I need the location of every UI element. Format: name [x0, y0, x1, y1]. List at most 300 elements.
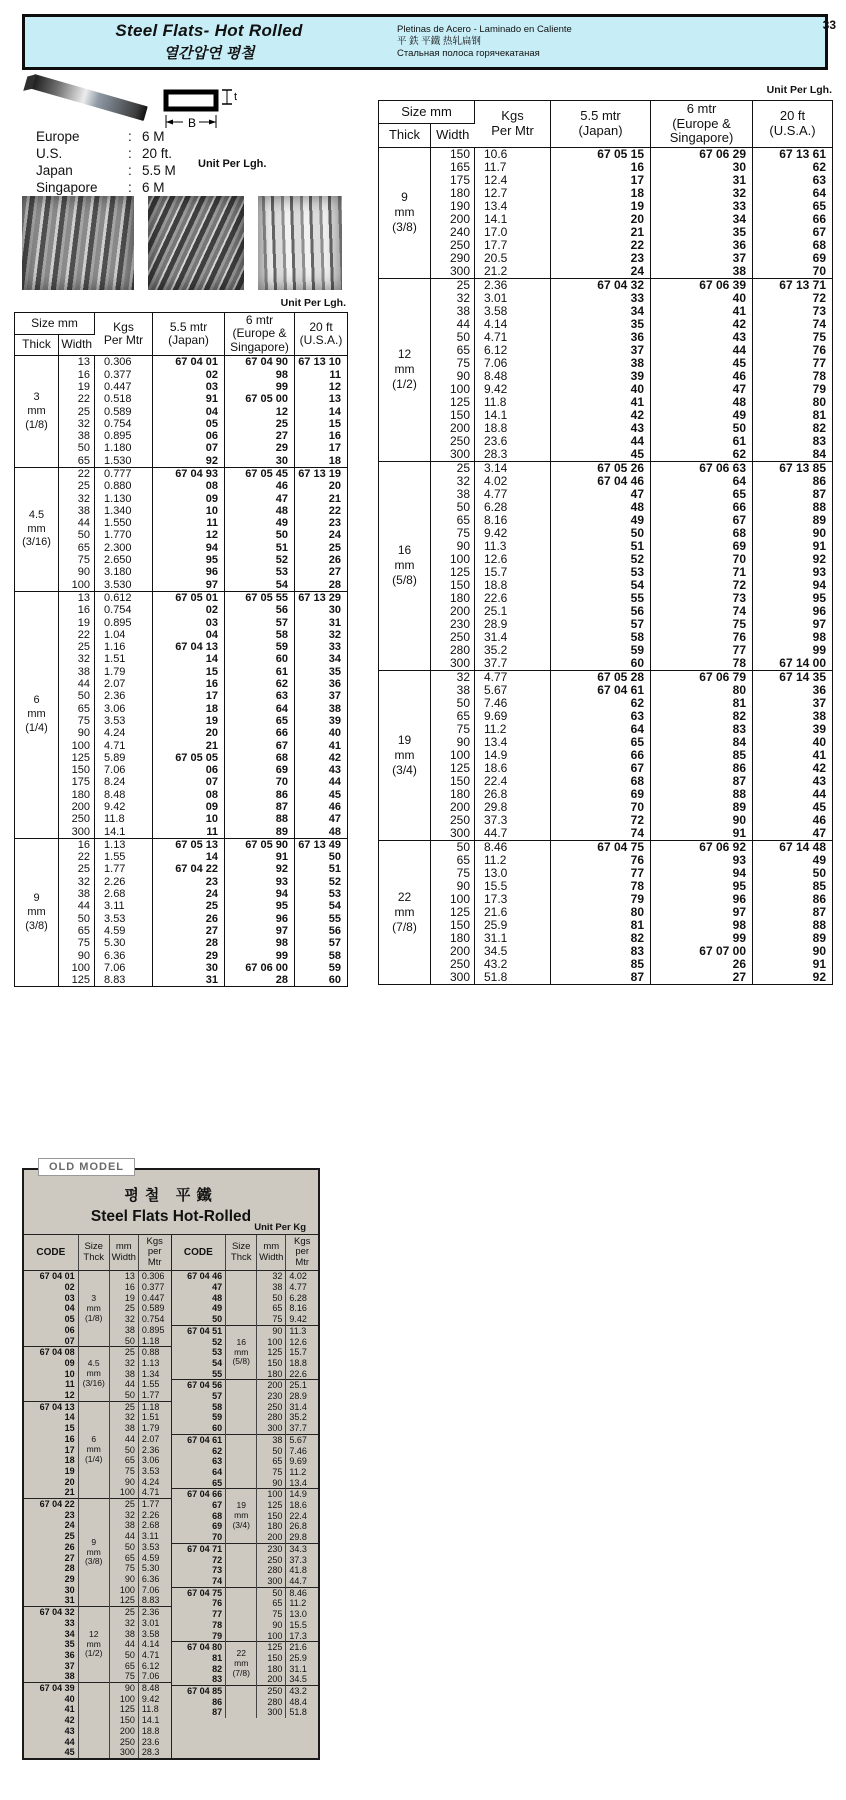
code-55mtr-cell: 25: [153, 900, 225, 912]
size-row: [15, 950, 348, 962]
width-cell: 300: [431, 827, 475, 841]
size-row: [379, 396, 833, 409]
old-code-cell: 67 04 61: [172, 1434, 226, 1445]
code-20ft-cell: 40: [812, 735, 826, 749]
width-cell: 65: [431, 344, 475, 357]
code-55mtr-cell: 67 05 05: [153, 752, 225, 764]
kgs-cell: 2.07: [95, 678, 153, 690]
code-6mtr-cell: 26: [651, 958, 753, 971]
old-code-cell: 52: [172, 1337, 226, 1348]
old-width-cell: 90: [257, 1620, 286, 1631]
code-6mtr-cell: 67 05 90: [225, 838, 295, 851]
old-kgs-cell: 37.7: [289, 1423, 307, 1434]
width-cell: 50: [431, 697, 475, 710]
width-cell: 90: [59, 566, 95, 578]
size-row: [15, 442, 348, 454]
code-6mtr-cell: 60: [225, 653, 295, 665]
kgs-cell: 18.8: [475, 422, 551, 435]
code-55mtr-cell: 19: [153, 715, 225, 727]
old-width-cell: 65: [257, 1303, 286, 1314]
code-6mtr-cell: 46: [651, 370, 753, 383]
width-cell: 65: [431, 710, 475, 723]
old-code-cell: 12: [24, 1390, 78, 1401]
old-kgs-cell: 35.2: [289, 1412, 307, 1423]
size-row: [379, 147, 833, 161]
old-kgs-cell: 18.6: [289, 1500, 307, 1511]
spec-table-right: [378, 100, 833, 985]
kgs-cell: 25.1: [475, 605, 551, 618]
code-20ft-cell: 37: [328, 690, 342, 703]
width-cell: 180: [431, 187, 475, 200]
old-width-cell: 180: [257, 1521, 286, 1532]
width-cell: 150: [431, 775, 475, 788]
size-row: [379, 605, 833, 618]
width-cell: 50: [431, 840, 475, 854]
code-6mtr-cell: 50: [225, 529, 295, 541]
code-20ft-cell: 67 13 61: [753, 147, 833, 161]
old-code-cell: 38: [24, 1671, 78, 1682]
size-row: [379, 200, 833, 213]
thickness-label: 9 mm (3/8): [379, 147, 431, 278]
code-6mtr-cell: 80: [651, 684, 753, 697]
old-code-cell: 67 04 46: [172, 1271, 226, 1282]
code-55mtr-cell: 72: [551, 814, 651, 827]
code-55mtr-cell: 66: [551, 749, 651, 762]
code-55mtr-cell: 18: [551, 187, 651, 200]
old-width-cell: 200: [257, 1380, 286, 1391]
old-width-cell: 25: [109, 1607, 138, 1618]
code-55mtr-cell: 67 04 61: [551, 684, 651, 697]
old-code-row: [172, 1325, 319, 1336]
region-label: Japan: [36, 163, 73, 178]
old-kgs-cell: 25.9: [289, 1652, 307, 1663]
code-6mtr-cell: 70: [225, 776, 295, 788]
code-55mtr-cell: 14: [153, 653, 225, 665]
old-width-cell: 38: [109, 1325, 138, 1336]
old-kgs-cell: 0.754: [141, 1314, 165, 1325]
code-20ft-cell: 88: [812, 918, 826, 932]
code-55mtr-cell: 35: [551, 318, 651, 331]
code-55mtr-cell: 95: [153, 554, 225, 566]
code-55mtr-cell: 09: [153, 493, 225, 505]
width-cell: 22: [59, 393, 95, 405]
old-code-row: [172, 1686, 319, 1697]
code-55mtr-cell: 06: [153, 764, 225, 776]
size-row: [379, 383, 833, 396]
code-55mtr-cell: 54: [551, 579, 651, 592]
code-6mtr-cell: 46: [225, 480, 295, 492]
thickness-label: 16 mm (5/8): [379, 461, 431, 670]
old-code-cell: 14: [24, 1412, 78, 1423]
code-55mtr-cell: 57: [551, 618, 651, 631]
old-width-cell: 100: [109, 1585, 138, 1596]
kgs-cell: 0.377: [95, 369, 153, 381]
code-55mtr-cell: 62: [551, 697, 651, 710]
kgs-cell: 6.36: [95, 950, 153, 962]
size-row: [379, 422, 833, 435]
code-20ft-cell: 73: [812, 304, 826, 318]
kgs-cell: 3.180: [95, 566, 153, 578]
code-55mtr-cell: 48: [551, 501, 651, 514]
size-row: [15, 727, 348, 739]
width-cell: 75: [431, 867, 475, 880]
old-width-cell: 75: [257, 1609, 286, 1620]
size-row: [379, 631, 833, 644]
size-row: [15, 579, 348, 592]
old-width-cell: 300: [257, 1423, 286, 1434]
code-6mtr-cell: 67: [225, 740, 295, 752]
width-cell: 32: [431, 670, 475, 684]
size-row: [15, 393, 348, 405]
code-6mtr-cell: 76: [651, 631, 753, 644]
width-cell: 75: [431, 723, 475, 736]
code-6mtr-cell: 83: [651, 723, 753, 736]
old-width-cell: 230: [257, 1391, 286, 1402]
code-55mtr-cell: 07: [153, 442, 225, 454]
kgs-cell: 4.77: [475, 488, 551, 501]
old-width-cell: 90: [109, 1683, 138, 1694]
old-code-row: [24, 1683, 171, 1694]
kgs-cell: 31.4: [475, 631, 551, 644]
length-value: 6 M: [142, 180, 165, 195]
kgs-cell: 25.9: [475, 919, 551, 932]
kgs-cell: 8.16: [475, 514, 551, 527]
old-kgs-cell: 0.88: [138, 1347, 170, 1358]
size-row: [379, 566, 833, 579]
code-55mtr-cell: 18: [153, 703, 225, 715]
old-kgs-cell: 0.447: [141, 1292, 165, 1303]
code-20ft-cell: 40: [328, 727, 342, 740]
code-55mtr-cell: 11: [153, 517, 225, 529]
old-code-cell: 17: [24, 1445, 78, 1456]
width-cell: 125: [431, 566, 475, 579]
usa-header: 20 ft (U.S.A.): [295, 313, 348, 356]
size-row: [379, 801, 833, 814]
width-cell: 44: [59, 678, 95, 690]
old-code-cell: 36: [24, 1650, 78, 1661]
size-row: [379, 854, 833, 867]
old-code-cell: 72: [172, 1555, 226, 1566]
length-value: 6 M: [142, 129, 165, 144]
size-row: [15, 801, 348, 813]
kgs-cell: 14.1: [95, 826, 153, 839]
code-20ft-cell: 76: [812, 343, 826, 357]
code-55mtr-cell: 97: [153, 579, 225, 592]
kgs-cell: 0.589: [95, 406, 153, 418]
old-code-cell: 26: [24, 1542, 78, 1553]
old-code-cell: 67 04 22: [24, 1499, 78, 1510]
code-20ft-cell: 90: [812, 526, 826, 540]
old-code-cell: 67 04 39: [24, 1683, 78, 1694]
old-code-cell: 78: [172, 1620, 226, 1631]
size-row: [15, 740, 348, 752]
width-cell: 150: [431, 579, 475, 592]
kgs-cell: 3.06: [95, 703, 153, 715]
code-55mtr-cell: 20: [551, 213, 651, 226]
thickness-label: 12 mm (1/2): [379, 278, 431, 461]
kgs-cell: 9.42: [475, 527, 551, 540]
old-width-cell: 150: [257, 1653, 286, 1664]
code-6mtr-cell: 43: [651, 331, 753, 344]
old-width-cell: 90: [257, 1325, 286, 1336]
size-row: [15, 813, 348, 825]
old-code-cell: 60: [172, 1423, 226, 1434]
old-model-badge: OLD MODEL: [38, 1158, 135, 1176]
code-55mtr-cell: 26: [153, 913, 225, 925]
old-thickness-label: [226, 1587, 257, 1642]
code-6mtr-cell: 87: [651, 775, 753, 788]
code-6mtr-cell: 94: [225, 888, 295, 900]
old-code-cell: 31: [24, 1595, 78, 1606]
colon: :: [128, 163, 132, 178]
code-20ft-cell: 56: [328, 924, 342, 937]
unit-per-length-note: Unit Per Lgh.: [198, 158, 267, 170]
kgs-cell: 1.51: [95, 653, 153, 665]
code-55mtr-cell: 49: [551, 514, 651, 527]
width-cell: 50: [59, 529, 95, 541]
code-20ft-cell: 34: [328, 653, 342, 666]
old-code-row: [24, 1271, 171, 1282]
kgs-cell: 15.7: [475, 566, 551, 579]
kgs-cell: 1.130: [95, 493, 153, 505]
thickness-label: 9 mm (3/8): [15, 838, 59, 987]
width-cell: 32: [59, 876, 95, 888]
code-6mtr-cell: 61: [651, 435, 753, 448]
width-cell: 90: [431, 736, 475, 749]
width-cell: 32: [59, 418, 95, 430]
old-code-cell: 35: [24, 1639, 78, 1650]
old-kgs-cell: 15.7: [289, 1347, 307, 1358]
code-55mtr-cell: 47: [551, 488, 651, 501]
old-kgs-cell: 31.1: [289, 1663, 307, 1674]
kgs-cell: 5.89: [95, 752, 153, 764]
usa-header: 20 ft (U.S.A.): [753, 101, 833, 148]
code-55mtr-cell: 67 05 26: [551, 461, 651, 475]
code-6mtr-cell: 86: [225, 789, 295, 801]
old-code-cell: 77: [172, 1609, 226, 1620]
code-6mtr-cell: 62: [651, 448, 753, 462]
code-55mtr-cell: 17: [551, 174, 651, 187]
width-cell: 300: [431, 971, 475, 985]
old-width-cell: 250: [109, 1737, 138, 1748]
code-55mtr-cell: 04: [153, 406, 225, 418]
kgs-cell: 0.306: [95, 356, 153, 369]
old-model-section: [22, 1161, 320, 1760]
kgs-cell: 4.77: [475, 670, 551, 684]
code-6mtr-cell: 67 05 55: [225, 591, 295, 604]
old-width-cell: 230: [257, 1543, 286, 1554]
code-header: CODE: [24, 1235, 78, 1271]
width-cell: 90: [431, 880, 475, 893]
old-kgs-cell: 2.07: [141, 1433, 160, 1444]
code-6mtr-cell: 93: [651, 854, 753, 867]
code-20ft-cell: 22: [328, 504, 342, 517]
code-6mtr-cell: 67 06 39: [651, 278, 753, 292]
kgs-cell: 0.895: [95, 430, 153, 442]
kgs-cell: 0.895: [95, 617, 153, 629]
code-55mtr-cell: 02: [153, 369, 225, 381]
size-row: [379, 945, 833, 958]
kgs-cell: 3.530: [95, 579, 153, 592]
width-cell: 90: [431, 370, 475, 383]
code-20ft-cell: 67 13 10: [295, 356, 348, 369]
old-code-cell: 02: [24, 1282, 78, 1293]
width-cell: 32: [59, 493, 95, 505]
width-cell: 38: [431, 488, 475, 501]
code-55mtr-cell: 82: [551, 932, 651, 945]
old-kgs-cell: 43.2: [286, 1686, 318, 1697]
code-6mtr-cell: 45: [651, 357, 753, 370]
old-code-cell: 09: [24, 1358, 78, 1369]
old-code-cell: 67 04 56: [172, 1380, 226, 1391]
old-model-table-left: [24, 1235, 171, 1758]
size-row: [379, 370, 833, 383]
code-20ft-cell: 75: [812, 330, 826, 344]
code-55mtr-cell: 07: [153, 776, 225, 788]
code-55mtr-cell: 68: [551, 775, 651, 788]
kgs-cell: 1.13: [95, 838, 153, 851]
old-code-cell: 04: [24, 1303, 78, 1314]
size-row: [379, 684, 833, 697]
code-6mtr-cell: 37: [651, 252, 753, 265]
old-thickness-label: [226, 1543, 257, 1587]
code-6mtr-cell: 61: [225, 666, 295, 678]
code-20ft-cell: 87: [812, 487, 826, 501]
size-row: [379, 292, 833, 305]
size-row: [15, 678, 348, 690]
code-20ft-cell: 67 14 35: [753, 670, 833, 684]
code-6mtr-cell: 82: [651, 710, 753, 723]
kgs-per-mtr-header: Kgs per Mtr: [286, 1235, 318, 1271]
code-20ft-cell: 84: [812, 447, 826, 461]
code-20ft-cell: 93: [812, 565, 826, 579]
size-row: [15, 529, 348, 541]
code-55mtr-cell: 67 04 32: [551, 278, 651, 292]
old-code-cell: 15: [24, 1423, 78, 1434]
code-6mtr-cell: 99: [225, 950, 295, 962]
code-20ft-cell: 60: [328, 974, 342, 987]
region-label: Singapore: [36, 180, 98, 195]
code-20ft-cell: 98: [812, 630, 826, 644]
old-kgs-cell: 26.8: [289, 1521, 307, 1532]
kgs-cell: 0.777: [95, 467, 153, 480]
code-55mtr-cell: 21: [551, 226, 651, 239]
width-cell: 250: [59, 813, 95, 825]
old-width-cell: 65: [257, 1456, 286, 1467]
japan-header: 5.5 mtr (Japan): [153, 313, 225, 356]
kgs-cell: 2.36: [95, 690, 153, 702]
width-cell: 75: [59, 937, 95, 949]
old-kgs-cell: 3.58: [141, 1628, 160, 1639]
kgs-cell: 11.2: [475, 854, 551, 867]
code-20ft-cell: 43: [812, 774, 826, 788]
code-6mtr-cell: 74: [651, 605, 753, 618]
size-row: [379, 174, 833, 187]
old-kgs-cell: 8.83: [141, 1595, 160, 1606]
width-cell: 100: [431, 383, 475, 396]
size-row: [379, 461, 833, 475]
old-kgs-cell: 3.01: [141, 1617, 160, 1628]
code-20ft-cell: 95: [812, 591, 826, 605]
size-row: [379, 788, 833, 801]
code-20ft-cell: 96: [812, 604, 826, 618]
code-20ft-cell: 62: [812, 160, 826, 174]
old-code-cell: 05: [24, 1314, 78, 1325]
old-kgs-cell: 34.3: [286, 1543, 318, 1554]
old-code-cell: 25: [24, 1531, 78, 1542]
code-6mtr-cell: 95: [651, 880, 753, 893]
old-code-cell: 67 04 32: [24, 1607, 78, 1618]
code-6mtr-cell: 75: [651, 618, 753, 631]
size-row: [379, 448, 833, 462]
old-width-cell: 65: [257, 1598, 286, 1609]
size-row: [15, 629, 348, 641]
code-20ft-cell: 63: [812, 173, 826, 187]
code-6mtr-cell: 68: [651, 527, 753, 540]
code-6mtr-cell: 48: [225, 505, 295, 517]
width-cell: 65: [59, 703, 95, 715]
old-width-cell: 44: [109, 1639, 138, 1650]
old-code-cell: 67 04 01: [24, 1271, 78, 1282]
code-20ft-cell: 87: [812, 905, 826, 919]
old-code-cell: 67 04 13: [24, 1401, 78, 1412]
code-55mtr-cell: 38: [551, 357, 651, 370]
size-row: [15, 851, 348, 863]
code-55mtr-cell: 41: [551, 396, 651, 409]
code-20ft-cell: 68: [812, 238, 826, 252]
code-55mtr-cell: 36: [551, 331, 651, 344]
code-6mtr-cell: 51: [225, 542, 295, 554]
kgs-per-mtr-header: Kgs per Mtr: [138, 1235, 170, 1271]
width-cell: 19: [59, 381, 95, 393]
code-20ft-cell: 41: [812, 748, 826, 762]
kgs-cell: 0.612: [95, 591, 153, 604]
width-cell: 280: [431, 644, 475, 657]
code-6mtr-cell: 25: [225, 418, 295, 430]
size-thck-header: Size Thck: [226, 1235, 257, 1271]
code-55mtr-cell: 56: [551, 605, 651, 618]
old-width-cell: 75: [257, 1467, 286, 1478]
code-20ft-cell: 41: [328, 739, 342, 752]
size-row: [15, 617, 348, 629]
width-cell: 38: [431, 684, 475, 697]
code-55mtr-cell: 08: [153, 789, 225, 801]
old-width-cell: 25: [109, 1303, 138, 1314]
old-code-cell: 37: [24, 1661, 78, 1672]
code-55mtr-cell: 03: [153, 381, 225, 393]
size-row: [379, 265, 833, 279]
size-row: [379, 527, 833, 540]
kgs-cell: 8.46: [475, 840, 551, 854]
width-cell: 200: [431, 945, 475, 958]
code-20ft-cell: 12: [328, 380, 342, 393]
kgs-cell: 23.6: [475, 435, 551, 448]
old-kgs-cell: 6.12: [141, 1660, 160, 1671]
old-code-cell: 06: [24, 1325, 78, 1336]
code-20ft-cell: 37: [812, 696, 826, 710]
old-code-row: [24, 1347, 171, 1358]
old-width-cell: 65: [109, 1455, 138, 1466]
code-20ft-cell: 16: [328, 430, 342, 443]
size-row: [15, 715, 348, 727]
old-thickness-label: [226, 1380, 257, 1435]
code-6mtr-cell: 36: [651, 239, 753, 252]
size-row: [379, 867, 833, 880]
code-55mtr-cell: 63: [551, 710, 651, 723]
length-value: 20 ft.: [142, 146, 173, 161]
width-cell: 100: [431, 893, 475, 906]
code-55mtr-cell: 24: [551, 265, 651, 279]
